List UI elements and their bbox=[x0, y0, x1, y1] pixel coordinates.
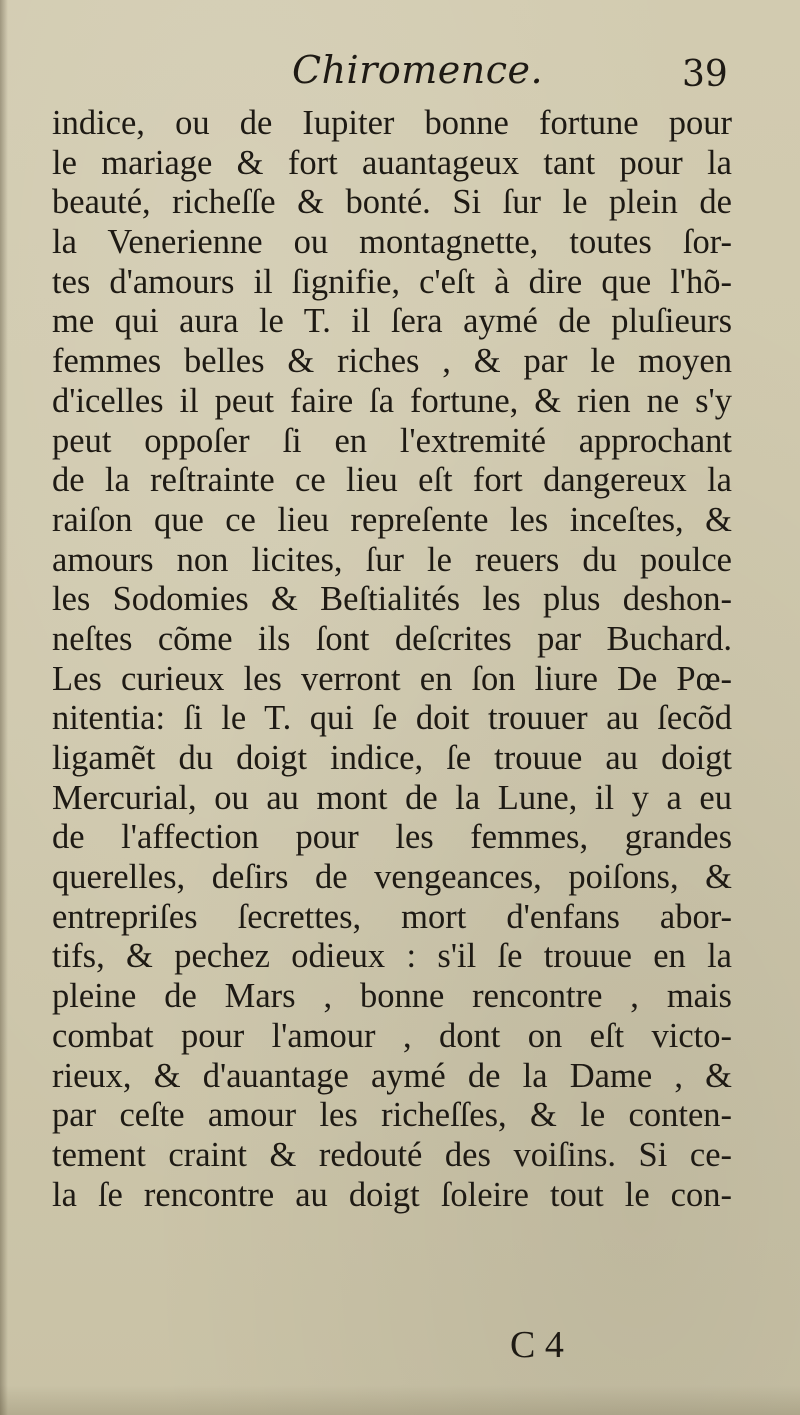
text-line: la Venerienne ou montagnette, toutes ſor- bbox=[52, 223, 732, 262]
text-line: le mariage & fort auantageux tant pour la bbox=[52, 143, 732, 182]
text-line: tes d'amours il ſignifie, c'eſt à dire que l'hõ- bbox=[52, 262, 732, 301]
text-line: Mercurial, ou au mont de la Lune, il y a eu bbox=[52, 778, 732, 817]
text-line: indice, ou de Iupiter bonne fortune pour bbox=[52, 104, 732, 142]
text-line: beauté, richeſſe & bonté. Si ſur le plein de bbox=[52, 183, 732, 222]
text-line: peut oppoſer ſi en l'extremité approchant bbox=[52, 421, 732, 460]
text-line: la ſe rencontre au doigt ſoleire tout le con- bbox=[52, 1175, 732, 1214]
page-header bbox=[0, 48, 800, 108]
running-title: Chiromence. bbox=[292, 48, 544, 92]
text-line: combat pour l'amour , dont on eſt victo- bbox=[52, 1016, 732, 1055]
body-text bbox=[52, 104, 732, 1215]
text-line: de l'affection pour les femmes, grandes bbox=[52, 818, 732, 857]
text-line: neſtes cõme ils ſont deſcrites par Buchard. bbox=[52, 619, 732, 658]
text-line: Les curieux les verront en ſon liure De Pœ- bbox=[52, 659, 732, 698]
text-line: femmes belles & riches , & par le moyen bbox=[52, 342, 732, 381]
text-line: raiſon que ce lieu repreſente les inceſtes, & bbox=[52, 500, 732, 539]
text-line: entrepriſes ſecrettes, mort d'enfans abor- bbox=[52, 897, 732, 936]
text-line: rieux, & d'auantage aymé de la Dame , & bbox=[52, 1056, 732, 1095]
text-line: d'icelles il peut faire ſa fortune, & rien ne s'y bbox=[52, 381, 732, 420]
text-line: nitentia: ſi le T. qui ſe doit trouuer au ſecõd bbox=[52, 699, 732, 738]
text-line: les Sodomies & Beſtialités les plus deshon- bbox=[52, 580, 732, 619]
text-line: me qui aura le T. il ſera aymé de pluſieurs bbox=[52, 302, 732, 341]
text-line: pleine de Mars , bonne rencontre , mais bbox=[52, 977, 732, 1016]
text-line: par ceſte amour les richeſſes, & le conten- bbox=[52, 1096, 732, 1135]
signature-mark: C 4 bbox=[510, 1324, 564, 1366]
text-line: de la reſtrainte ce lieu eſt fort dangereux la bbox=[52, 461, 732, 500]
text-line: ligamẽt du doigt indice, ſe trouue au doigt bbox=[52, 739, 732, 777]
text-line: querelles, deſirs de vengeances, poiſons, & bbox=[52, 858, 732, 897]
page-edge-shadow bbox=[0, 1385, 800, 1415]
text-line: tement craint & redouté des voiſins. Si ce- bbox=[52, 1135, 732, 1174]
text-line: amours non licites, ſur le reuers du poulce bbox=[52, 540, 732, 579]
text-line: tifs, & pechez odieux : s'il ſe trouue en la bbox=[52, 937, 732, 976]
page-number: 39 bbox=[682, 54, 728, 95]
